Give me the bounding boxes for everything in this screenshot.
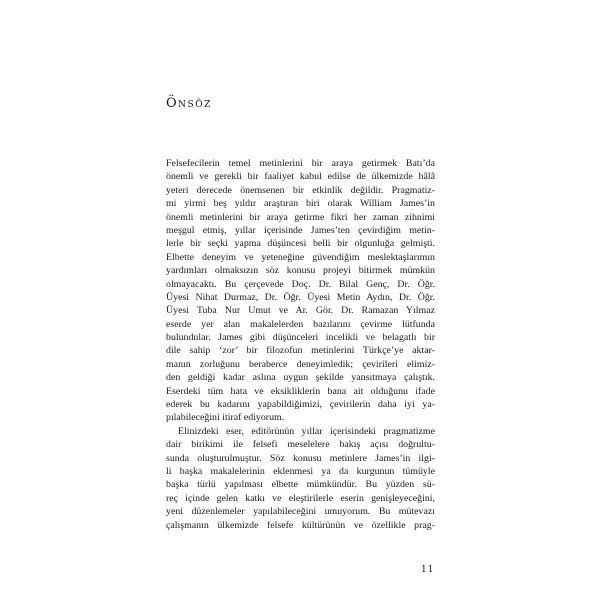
text-line: mi yirmi beş yıldır araştıran biri olarak William James’in xyxy=(166,198,435,210)
text-line: Elinizdeki eser, editörünün yıllar içerisindeki pragmatizme xyxy=(178,425,435,437)
text-line: yeteri derecede önemsenen bir etkinlik değildir. Pragmatiz- xyxy=(166,184,435,196)
text-line: çalışmanın ülkemizde felsefe kültürünün ve özellikle prag- xyxy=(166,519,435,531)
text-line: li başka makalelerinin eklenmesi ya da kurgunun tümüyle xyxy=(166,465,435,477)
text-line: reç içinde gelen katkı ve eleştirilerle eserin genişleyeceğini, xyxy=(166,492,435,504)
text-line: yardımları olmaksızın söz konusu projeyi bitirmek mümkün xyxy=(166,265,435,277)
text-line: olmayacaktı. Bu çerçevede Doç. Dr. Bilal Genç, Dr. Öğr. xyxy=(166,278,435,290)
text-line: dair birikimi ile felsefi meselelere bakış açısı doğrultu- xyxy=(166,439,435,451)
text-line: önemli metinlerini bir araya getirme fikri her zaman zihnimi xyxy=(166,211,435,223)
text-line: önemli ve gerekli bir faaliyet kabul edilse de ülkemizde hâlâ xyxy=(166,171,435,183)
text-line: eserde yer alan makalelerden bazılarını çevirme lütfunda xyxy=(166,318,435,330)
text-line: den geldiği kadar aslına uygun şekilde yansıtmaya çalıştık. xyxy=(166,372,435,384)
text-line: yeni düzenlemeler yapılabileceğini umuyorum. Bu mütevazı xyxy=(166,506,435,518)
text-line: Elbette deneyim ve yeteneğine güvendiğim meslektaşlarımın xyxy=(166,251,435,263)
text-line: Üyesi Tuba Nur Umut ve Ar. Gör. Dr. Ramazan Yılmaz xyxy=(166,305,435,317)
text-line: meşgul etmiş, yıllar içerisinde James’ten çevirdiğim metin- xyxy=(166,224,435,236)
text-line: sunda oluşturulmuştur. Söz konusu metinlere James’in ilgi- xyxy=(166,452,435,464)
text-line: Felsefecilerin temel metinlerini bir araya getirmek Batı’da xyxy=(166,158,435,169)
page-number: 11 xyxy=(421,565,435,575)
text-line: başka türlü yapılması elbette mümkündür. Bu yüzden sü- xyxy=(166,479,435,491)
text-line: Eserdeki tüm hata ve eksikliklerin bana ait olduğunu ifade xyxy=(166,385,435,397)
body-text xyxy=(166,157,435,532)
paragraph xyxy=(166,157,435,425)
text-line: manın zorluğunu beraberce deneyimledik; çevirileri elimiz- xyxy=(166,358,435,370)
text-line: pılabileceğini itiraf ediyorum. xyxy=(166,412,285,424)
text-line: bulundular. James gibi düşünceleri incelikli ve belagatlı bir xyxy=(166,332,435,344)
text-line: lerle bir seçki yapma düşüncesi belli bir olgunluğa gelmişti. xyxy=(166,238,435,250)
paragraph xyxy=(166,425,435,532)
page-heading: Önsöz xyxy=(166,96,212,111)
text-line: Üyesi Nihat Durmaz, Dr. Öğr. Üyesi Metin Aydın, Dr. Öğr. xyxy=(166,291,435,303)
text-line: ederek bu kadarını yapabildiğimizi, çevirilerin daha iyi ya- xyxy=(166,399,435,411)
text-line: dile sahip ‘zor’ bir filozofun metinlerini Türkçe’ye aktar- xyxy=(166,345,435,357)
